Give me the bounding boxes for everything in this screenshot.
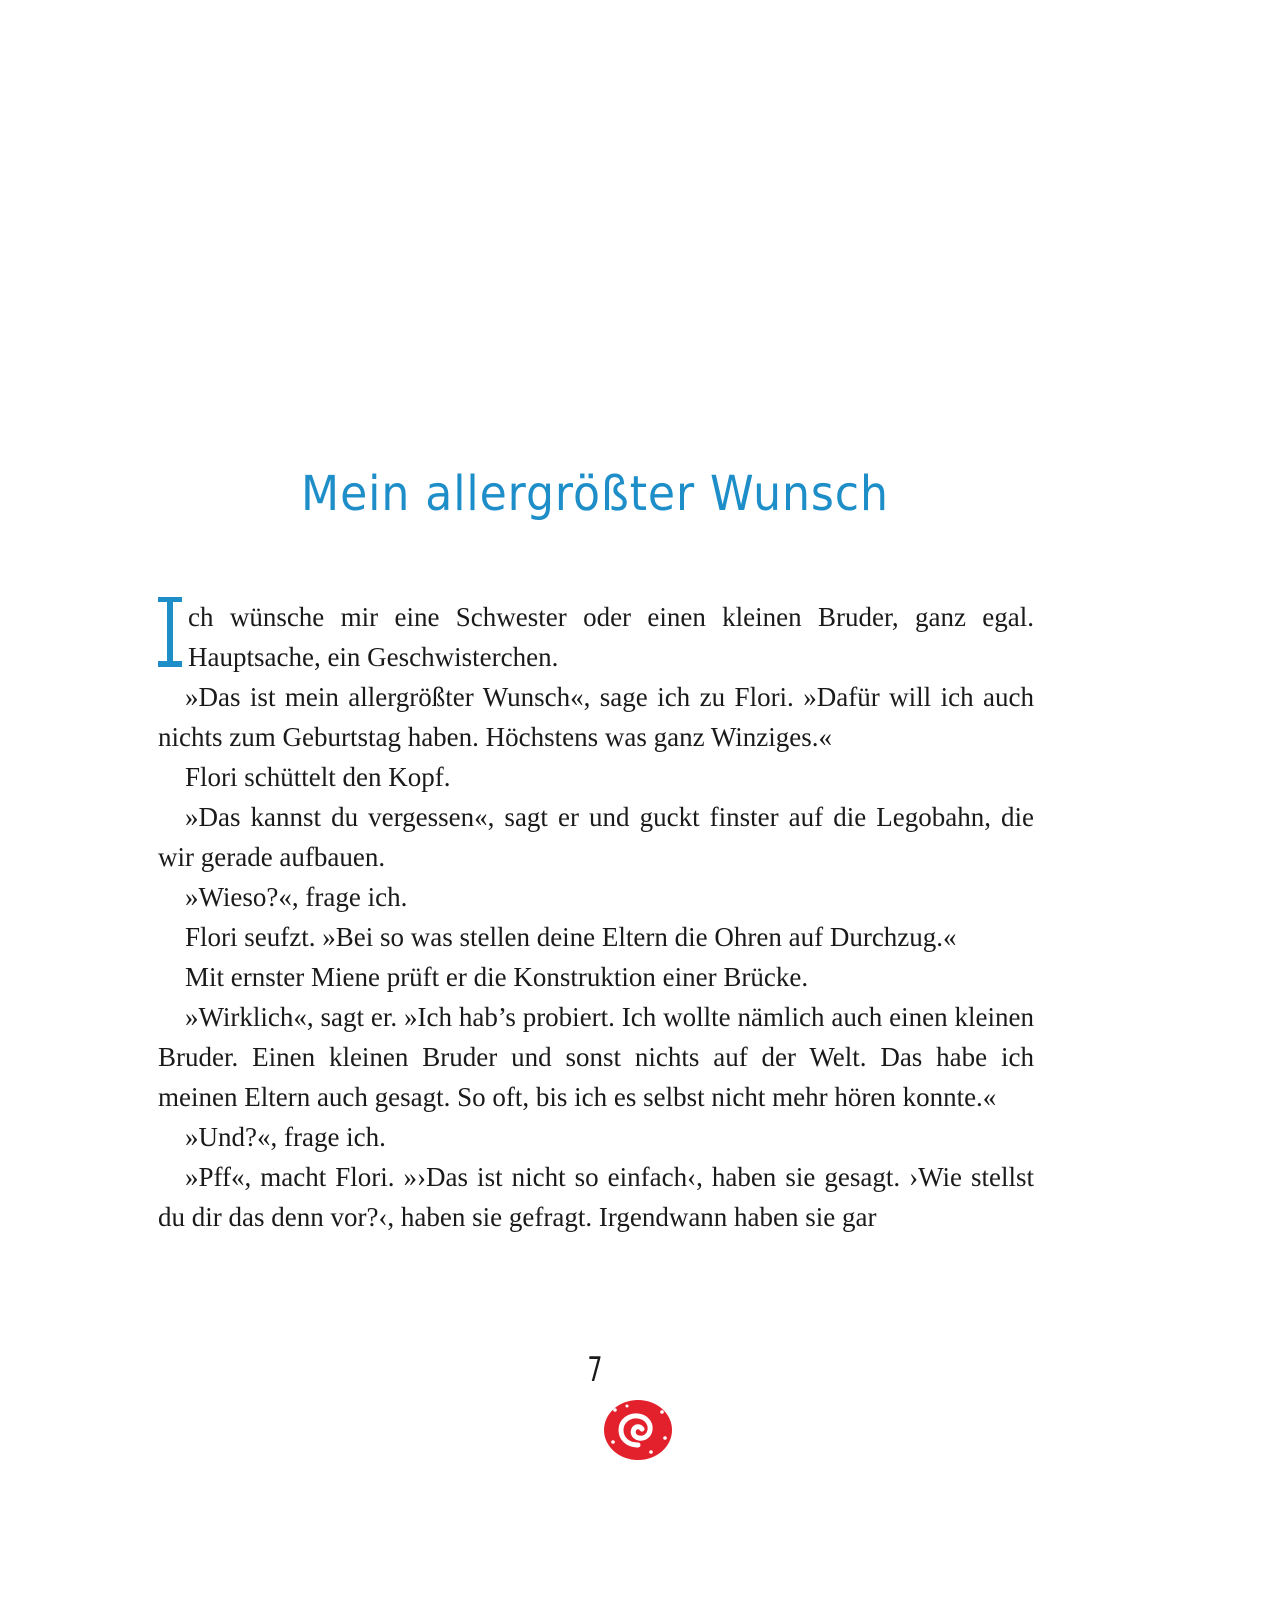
chapter-title: Mein allergrößter Wunsch [301,466,889,522]
spiral-logo-icon [601,1398,675,1462]
paragraph: Flori schüttelt den Kopf. [185,762,451,792]
paragraph: »Wirklich«, sagt er. »Ich hab’s probiert. Ich wollte nämlich auch einen kleinen Bruder. Einen kleinen Bruder und sonst nichts auf der Welt. Das habe ich meinen Eltern auch gesagt. So oft, bis ich es selbst nicht mehr hören konnte.« [158,1002,1034,1112]
paragraph: Mit ernster Miene prüft er die Konstruktion einer Brücke. [185,962,809,992]
paragraph: ch wünsche mir eine Schwester oder einen kleinen Bruder, ganz egal. Hauptsache, ein Geschwisterchen. [188,602,1034,672]
page-number: 7 [587,1350,603,1390]
publisher-logo [601,1398,675,1462]
body-text [158,597,1034,1237]
paragraph: »Und?«, frage ich. [185,1122,386,1152]
paragraph: »Das kannst du vergessen«, sagt er und guckt finster auf die Legobahn, die wir gerade aufbauen. [158,802,1034,872]
paragraph: »Das ist mein allergrößter Wunsch«, sage ich zu Flori. »Dafür will ich auch nichts zum Geburtstag haben. Höchstens was ganz Winziges.« [158,682,1034,752]
paragraph: »Pff«, macht Flori. »›Das ist nicht so einfach‹, haben sie gesagt. ›Wie stellst du dir das denn vor?‹, haben sie gefragt. Irgendwann haben sie gar [158,1162,1034,1232]
paragraph: Flori seufzt. »Bei so was stellen deine Eltern die Ohren auf Durchzug.« [185,922,957,952]
paragraph: »Wieso?«, frage ich. [185,882,408,912]
